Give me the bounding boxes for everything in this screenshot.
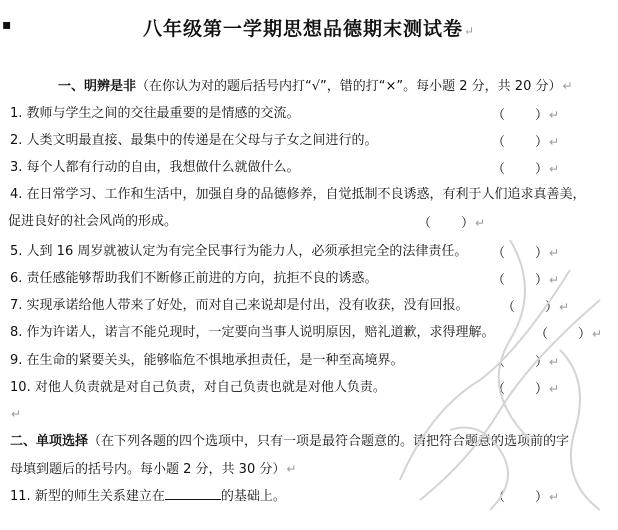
answer-parentheses[interactable]: （ ）↵: [502, 300, 570, 315]
section2-heading-line: [10, 432, 612, 452]
item-text: 教师与学生之间的交往最重要的是情感的交流。: [26, 106, 300, 121]
item-text: 在日常学习、工作和生活中，加强自身的品德修养，自觉抵制不良诱惑，有利于人们追求真善美，: [26, 187, 586, 202]
item-text: 人类文明最直接、最集中的传递是在父母与子女之间进行的。: [26, 133, 378, 148]
item-text: 作为许诺人，诺言不能兑现时，一定要向当事人说明原因，赔礼道歉，求得理解。: [26, 325, 495, 340]
answer-parentheses[interactable]: （ ）↵: [418, 216, 486, 231]
answer-parentheses[interactable]: （ ）↵: [492, 355, 560, 370]
answer-parentheses[interactable]: （ ）↵: [535, 327, 603, 342]
item-number: 8.: [10, 325, 23, 340]
answer-parentheses[interactable]: （ ）↵: [492, 135, 560, 150]
section1-heading: 一、明辨是非: [58, 79, 137, 94]
item-number: 6.: [10, 271, 23, 286]
item-number: 11.: [10, 489, 31, 504]
fill-blank[interactable]: [165, 486, 221, 500]
item-text: 责任感能够帮助我们不断修正前进的方向，抗拒不良的诱惑。: [26, 271, 378, 286]
item-text: 对他人负责就是对自己负责，对自己负责也就是对他人负责。: [34, 380, 386, 395]
item-text: 新型的师生关系建立在: [34, 489, 165, 504]
section1-instruction: （在你认为对的题后括号内打“√”，错的打“×”。每小题 2 分，共 20 分）: [136, 79, 562, 94]
answer-parentheses[interactable]: （ ）↵: [492, 162, 560, 177]
item-text-end: 的基础上。: [220, 489, 286, 504]
list-item: [10, 323, 612, 343]
item-number: 1.: [10, 106, 23, 121]
return-mark: ↵: [562, 79, 573, 93]
item-number: 2.: [10, 133, 23, 148]
item-text-continued: 促进良好的社会风尚的形成。: [8, 214, 178, 229]
answer-parentheses[interactable]: （ ）↵: [492, 273, 560, 288]
return-mark: ↵: [463, 24, 476, 38]
bullet-mark: ▪: [2, 17, 12, 33]
item-text: 实现承诺给他人带来了好处，而对自己来说却是付出，没有收获，没有回报。: [26, 298, 469, 313]
title-text: 八年级第一学期思想品德期末测试卷: [142, 18, 463, 40]
answer-parentheses[interactable]: （ ）↵: [492, 382, 560, 397]
item-text: 在生命的紧要关头，能够临危不惧地承担责任，是一种至高境界。: [26, 353, 404, 368]
item-number: 4.: [10, 187, 23, 202]
item-number: 9.: [10, 353, 23, 368]
answer-parentheses[interactable]: （ ）↵: [492, 108, 560, 123]
page-title: [0, 14, 618, 41]
item-number: 3.: [10, 160, 23, 175]
section2-instruction-2: 母填到题后的括号内。每小题 2 分，共 30 分）: [10, 462, 286, 477]
section1-heading-line: [58, 76, 612, 97]
item-number: 5.: [10, 244, 23, 259]
empty-paragraph: ↵: [11, 407, 22, 421]
item-number: 10.: [10, 380, 31, 395]
item-number: 7.: [10, 298, 23, 313]
section2-heading: 二、单项选择: [10, 434, 89, 449]
section2-instruction: （在下列各题的四个选项中，只有一项是最符合题意的。请把符合题意的选项前的字: [88, 434, 570, 449]
answer-parentheses[interactable]: （ ）↵: [492, 490, 560, 505]
section2-instruction-continued: 母填到题后的括号内。每小题 2 分，共 30 分）↵: [10, 462, 297, 477]
list-item: [10, 185, 612, 205]
answer-parentheses[interactable]: （ ）↵: [492, 246, 560, 261]
list-item-continuation: [8, 212, 612, 232]
item-text: 每个人都有行动的自由，我想做什么就做什么。: [26, 160, 300, 175]
item-text: 人到 16 周岁就被认定为有完全民事行为能力人，必须承担完全的法律责任。: [26, 244, 468, 259]
